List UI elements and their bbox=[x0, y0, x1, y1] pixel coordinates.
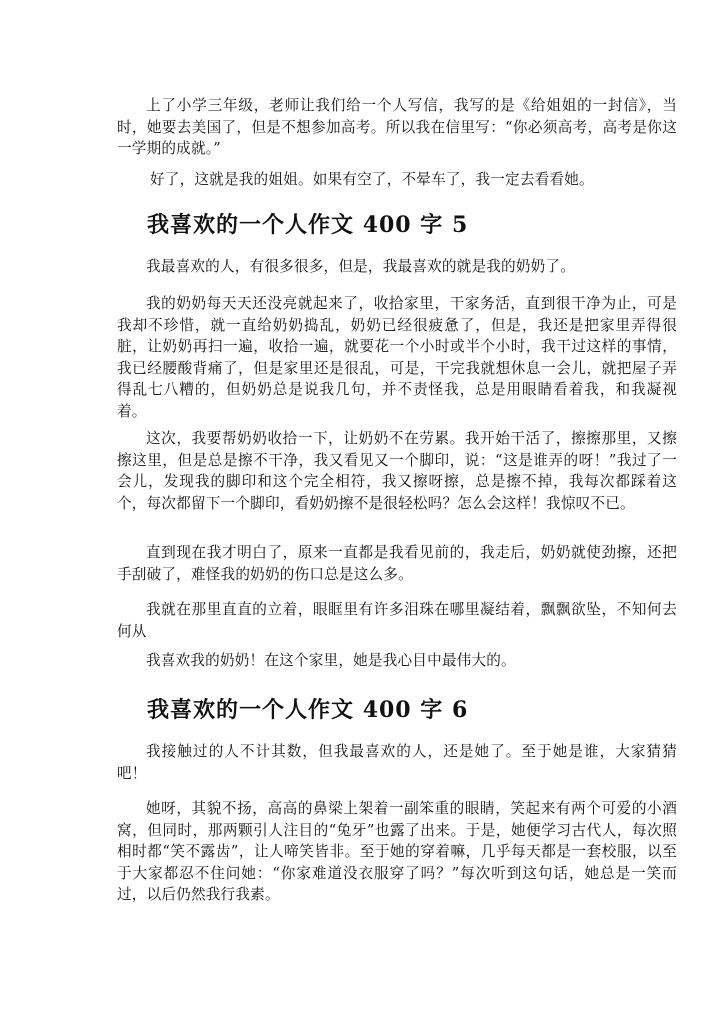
essay6-paragraph-2: 她呀，其貌不扬，高高的鼻梁上架着一副笨重的眼睛，笑起来有两个可爱的小酒窝，但同时，那两颗引人注目的“兔牙”也露了出来。于是，她便学习古代人，每次照相时都“笑不露齿”，让人啼笑皆非。至于她的穿着嘛，几乎每天都是一套校服，以至于大家都忍不住问她：“你家难道没衣服穿了吗？”每次听到这句话，她总是一笑而过，以后仍然我行我素。 bbox=[117, 800, 677, 903]
heading-5-index: 5 bbox=[451, 212, 469, 238]
essay6-paragraph-1: 我接触过的人不计其数，但我最喜欢的人，还是她了。至于她是谁，大家猜猜吧！ bbox=[117, 743, 677, 782]
heading-essay-6 bbox=[147, 693, 468, 724]
heading-5-unit: 字 bbox=[420, 212, 444, 238]
paragraph-sister-closing: 好了，这就是我的姐姐。如果有空了，不晕车了，我一定去看看她。 bbox=[150, 171, 594, 188]
heading-6-unit: 字 bbox=[420, 697, 444, 723]
essay5-paragraph-1: 我最喜欢的人，有很多很多，但是，我最喜欢的就是我的奶奶了。 bbox=[146, 258, 576, 275]
essay5-paragraph-6: 我喜欢我的奶奶！在这个家里，她是我心目中最伟大的。 bbox=[146, 652, 516, 669]
heading-essay-5 bbox=[147, 208, 468, 239]
essay5-paragraph-4: 直到现在我才明白了，原来一直都是我看见前的，我走后，奶奶就使劲擦，还把手刮破了，难怪我的奶奶的伤口总是这么多。 bbox=[117, 544, 677, 583]
paragraph-letter: 上了小学三年级，老师让我们给一个人写信，我写的是《给姐姐的一封信》，当时，她要去美国了，但是不想参加高考。所以我在信里写：“你必须高考，高考是你这一学期的成就。” bbox=[117, 97, 677, 157]
heading-5-count: 400 bbox=[362, 212, 412, 238]
essay5-paragraph-5: 我就在那里直直的立着，眼眶里有许多泪珠在哪里凝结着，飘飘欲坠，不知何去何从 bbox=[117, 601, 677, 640]
heading-5-title: 我喜欢的一个人作文 bbox=[147, 212, 355, 238]
heading-6-title: 我喜欢的一个人作文 bbox=[147, 697, 355, 723]
heading-6-count: 400 bbox=[362, 697, 412, 723]
essay5-paragraph-3: 这次，我要帮奶奶收拾一下，让奶奶不在劳累。我开始干活了，擦擦那里，又擦擦这里，但是总是擦不干净，我又看见又一个脚印，说：“这是谁弄的呀！”我过了一会儿，发现我的脚印和这个完全相符，我又擦呀擦，总是擦不掉，我每次都踩着这个，每次都留下一个脚印，看奶奶擦不是很轻松吗？怎么会这样！我惊叹不已。 bbox=[117, 430, 677, 512]
heading-6-index: 6 bbox=[451, 697, 469, 723]
essay5-paragraph-2: 我的奶奶每天天还没亮就起来了，收拾家里，干家务活，直到很干净为止，可是我却不珍惜，就一直给奶奶捣乱，奶奶已经很疲惫了，但是，我还是把家里弄得很脏，让奶奶再扫一遍，收拾一遍，就要花一个小时或半个小时，我干过这样的事情，我已经腰酸背痛了，但是家里还是很乱，可是，干完我就想休息一会儿，就把屋子弄得乱七八糟的，但奶奶总是说我几句，并不责怪我，总是用眼睛看着我，和我凝视着。 bbox=[117, 295, 677, 420]
